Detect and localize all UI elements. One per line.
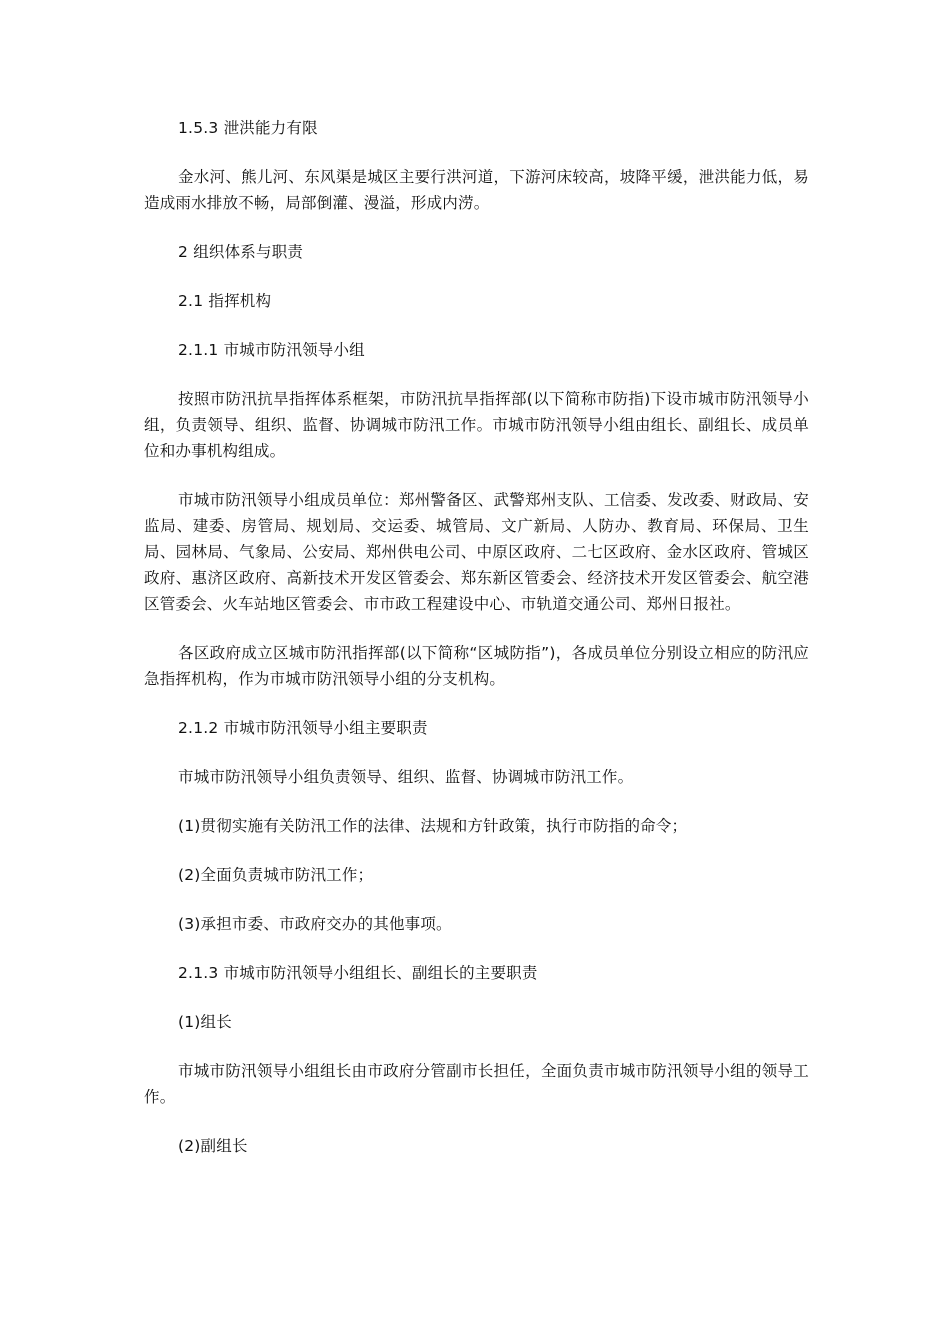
- section-heading-2-1-1: 2.1.1 市城市防汛领导小组: [178, 341, 365, 359]
- list-item-duty-2: (2)全面负责城市防汛工作；: [178, 866, 374, 884]
- document-page: [144, 115, 809, 1182]
- list-item-duty-1: (1)贯彻实施有关防汛工作的法律、法规和方针政策，执行市防指的命令；: [178, 817, 688, 835]
- paragraph-flood-capacity: 金水河、熊儿河、东风渠是城区主要行洪河道，下游河床较高，坡降平缓，泄洪能力低，易造成雨水排放不畅，局部倒灌、漫溢，形成内涝。: [144, 168, 809, 212]
- paragraph-district-command: 各区政府成立区城市防汛指挥部(以下简称“区城防指”)，各成员单位分别设立相应的防汛应急指挥机构，作为市城市防汛领导小组的分支机构。: [144, 644, 809, 688]
- paragraph-leader-duty: 市城市防汛领导小组组长由市政府分管副市长担任，全面负责市城市防汛领导小组的领导工作。: [144, 1062, 809, 1106]
- list-item-duty-3: (3)承担市委、市政府交办的其他事项。: [178, 915, 452, 933]
- section-heading-1-5-3: 1.5.3 泄洪能力有限: [178, 119, 318, 137]
- list-item-deputy-leader: (2)副组长: [178, 1137, 248, 1155]
- section-heading-2-1: 2.1 指挥机构: [178, 292, 272, 310]
- paragraph-command-framework: 按照市防汛抗旱指挥体系框架，市防汛抗旱指挥部(以下简称市防指)下设市城市防汛领导小组，负责领导、组织、监督、协调城市防汛工作。市城市防汛领导小组由组长、副组长、成员单位和办事机构组成。: [144, 390, 809, 460]
- paragraph-group-duty: 市城市防汛领导小组负责领导、组织、监督、协调城市防汛工作。: [178, 768, 634, 786]
- paragraph-member-units: 市城市防汛领导小组成员单位：郑州警备区、武警郑州支队、工信委、发改委、财政局、安监局、建委、房管局、规划局、交运委、城管局、文广新局、人防办、教育局、环保局、卫生局、园林局、气象局、公安局、郑州供电公司、中原区政府、二七区政府、金水区政府、管城区政府、惠济区政府、高新技术开发区管委会、郑东新区管委会、经济技术开发区管委会、航空港区管委会、火车站地区管委会、市市政工程建设中心、市轨道交通公司、郑州日报社。: [144, 491, 809, 613]
- section-heading-2: 2 组织体系与职责: [178, 243, 304, 261]
- list-item-leader: (1)组长: [178, 1013, 232, 1031]
- section-heading-2-1-3: 2.1.3 市城市防汛领导小组组长、副组长的主要职责: [178, 964, 538, 982]
- section-heading-2-1-2: 2.1.2 市城市防汛领导小组主要职责: [178, 719, 428, 737]
